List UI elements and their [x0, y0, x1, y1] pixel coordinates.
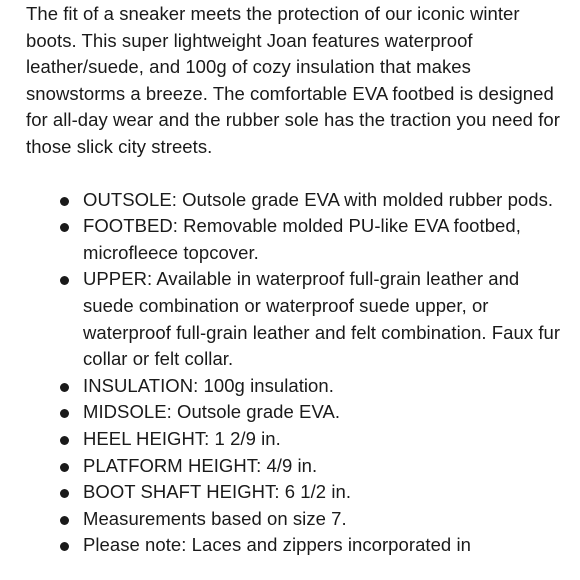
feature-midsole: [26, 399, 566, 426]
feature-text: Please note: Laces and zippers incorporated in: [83, 534, 471, 556]
bullet-icon: [60, 516, 69, 525]
bullet-icon: [60, 223, 69, 232]
feature-please-note: [26, 532, 566, 559]
bullet-icon: [60, 463, 69, 472]
feature-text: BOOT SHAFT HEIGHT: 6 1/2 in.: [83, 481, 352, 503]
feature-upper: [26, 266, 566, 372]
feature-text: Measurements based on size 7.: [83, 507, 347, 529]
feature-heel-height: [26, 426, 566, 453]
feature-text: HEEL HEIGHT: 1 2/9 in.: [83, 427, 281, 449]
feature-text: PLATFORM HEIGHT: 4/9 in.: [83, 454, 318, 476]
bullet-icon: [60, 409, 69, 418]
product-details: [26, 1, 566, 559]
feature-outsole: [26, 187, 566, 214]
bullet-icon: [60, 197, 69, 206]
bullet-icon: [60, 383, 69, 392]
bullet-icon: [60, 276, 69, 285]
bullet-icon: [60, 542, 69, 551]
feature-boot-shaft-height: [26, 479, 566, 506]
feature-platform-height: [26, 453, 566, 480]
feature-footbed: [26, 213, 566, 266]
feature-list: [26, 187, 566, 559]
feature-text: OUTSOLE: Outsole grade EVA with molded rubber pods.: [83, 188, 554, 210]
feature-text: INSULATION: 100g insulation.: [83, 374, 334, 396]
feature-insulation: [26, 373, 566, 400]
feature-text: MIDSOLE: Outsole grade EVA.: [83, 401, 341, 423]
feature-text: FOOTBED: Removable molded PU-like EVA footbed, microfleece topcover.: [83, 215, 521, 263]
feature-text: UPPER: Available in waterproof full-grain leather and suede combination or waterproof suede upper, or waterproof full-grain leather and felt combination. Faux fur collar or felt collar.: [83, 268, 561, 370]
bullet-icon: [60, 436, 69, 445]
product-description: The fit of a sneaker meets the protection of our iconic winter boots. This super lightweight Joan features waterproof leather/suede, and 100g of cozy insulation that makes snowstorms a breeze. The comfortable EVA footbed is designed for all-day wear and the rubber sole has the traction you need for those slick city streets.: [26, 3, 560, 157]
feature-measurements-note: [26, 506, 566, 533]
bullet-icon: [60, 489, 69, 498]
